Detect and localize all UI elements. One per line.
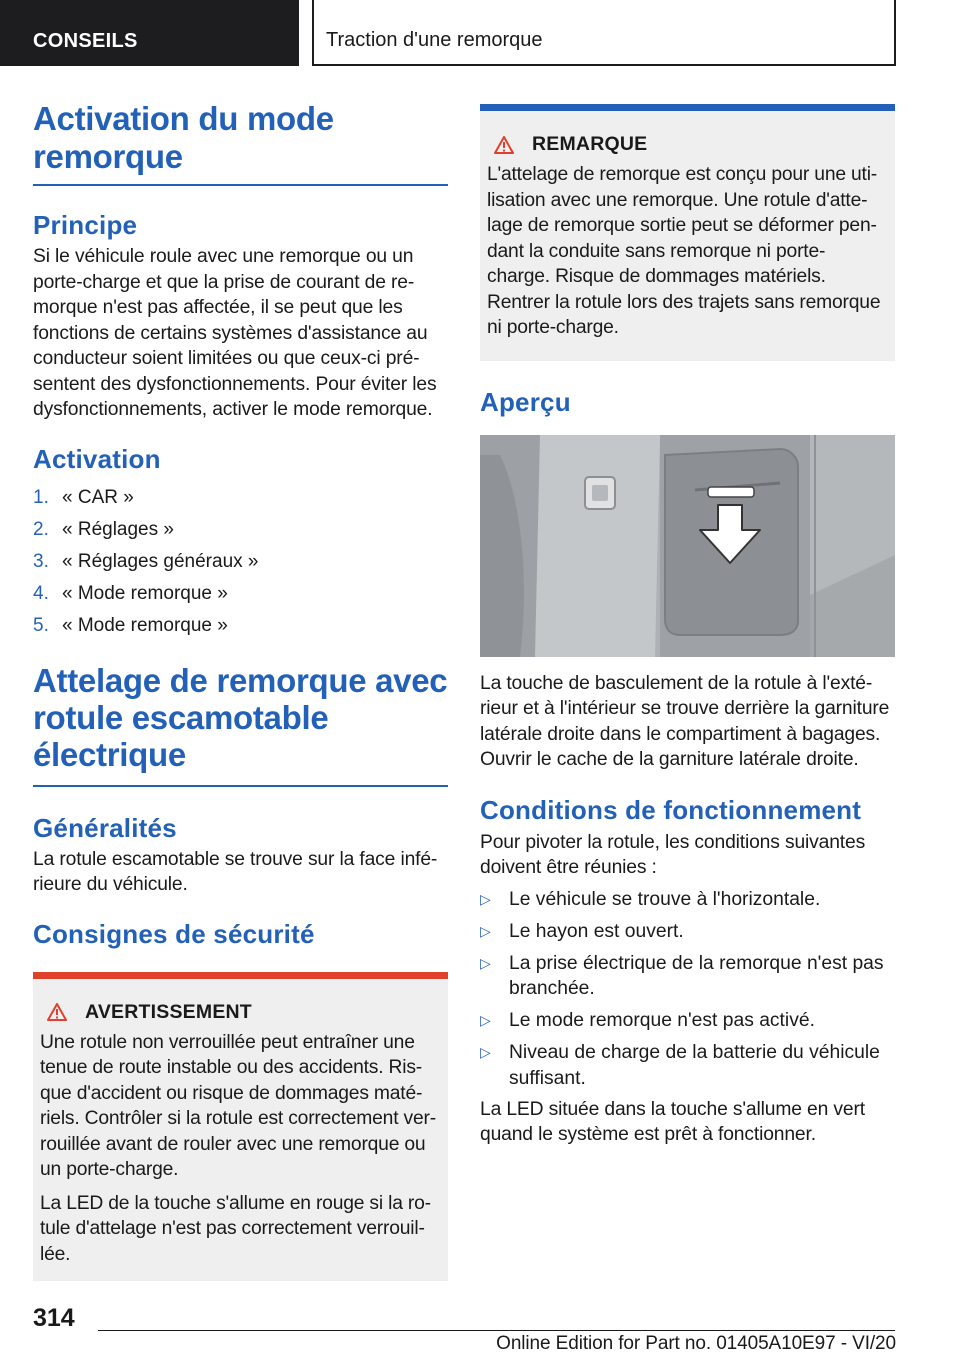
condition-item xyxy=(480,1040,895,1091)
triangle-bullet-icon: ▷ xyxy=(480,922,491,939)
condition-text: Niveau de charge de la batterie du véhicule suffisant. xyxy=(509,1042,880,1089)
footer-divider xyxy=(98,1330,895,1331)
warning-label: AVERTISSEMENT xyxy=(85,1000,252,1023)
warning-triangle-icon xyxy=(494,136,514,154)
triangle-bullet-icon: ▷ xyxy=(480,1012,491,1028)
triangle-bullet-icon: ▷ xyxy=(480,1044,491,1060)
condition-item xyxy=(480,951,895,1002)
footer-edition: Online Edition for Part no. 01405A10E97 - VI/20 xyxy=(496,1333,896,1354)
step-number: 3. xyxy=(33,550,49,572)
warning-text-2: La LED de la touche s'allume en rouge si la ro- tule d'attelage n'est pas correctement verrouil- lée. xyxy=(40,1192,431,1265)
activation-steps xyxy=(33,482,448,642)
activation-step xyxy=(33,546,448,578)
condition-item xyxy=(480,887,895,913)
condition-text: Le hayon est ouvert. xyxy=(509,920,684,942)
step-number: 2. xyxy=(33,518,49,540)
principe-text: Si le véhicule roule avec une remorque ou un porte-charge et que la prise de courant de re- morque n'est pas affectée, il se peut que les fonctions de certains systèmes d'assistance au conducteur soient limitées ou que ceux-ci pré- sentent des dysfonctionnements. Pour éviter les dysfonctionnements, activer le mode remorque. xyxy=(33,246,437,420)
generalites-text: La rotule escamotable se trouve sur la face infé- rieure du véhicule. xyxy=(33,848,438,895)
note-header xyxy=(487,133,888,156)
step-text: « Mode remorque » xyxy=(62,614,228,636)
heading-generalites: Généralités xyxy=(33,812,177,843)
warning-triangle-icon xyxy=(47,1003,67,1021)
chapter-title: Traction d'une remorque xyxy=(312,0,896,66)
heading-principe: Principe xyxy=(33,210,138,240)
condition-text: La prise électrique de la remorque n'est pas branchée. xyxy=(509,952,884,999)
heading-consignes: Consignes de sécurité xyxy=(33,918,315,949)
step-text: « Réglages généraux » xyxy=(62,550,259,572)
activation-step xyxy=(33,482,448,514)
left-column xyxy=(33,100,448,1281)
activation-step xyxy=(33,578,448,610)
step-text: « Réglages » xyxy=(62,518,174,540)
step-text: « Mode remorque » xyxy=(62,582,228,604)
warning-box xyxy=(33,972,448,1282)
trunk-photo xyxy=(480,435,895,657)
step-number: 1. xyxy=(33,486,49,508)
warning-text-1: Une rotule non verrouillée peut entraîner une tenue de route instable ou des accidents. Ris- que d'accident ou risque de dommages maté- riels. Contrôler si la rotule est correctement ver- rouillée avant de rouler avec une remorque ou un porte-charge. xyxy=(40,1031,436,1180)
led-text: La LED située dans la touche s'allume en vert quand le système est prêt à fonctionner. xyxy=(480,1098,865,1145)
condition-text: Le mode remorque n'est pas activé. xyxy=(509,1010,815,1031)
activation-step xyxy=(33,610,448,642)
triangle-bullet-icon: ▷ xyxy=(480,954,491,971)
condition-item xyxy=(480,919,895,945)
conditions-list xyxy=(480,887,895,1092)
condition-text: Le véhicule se trouve à l'horizontale. xyxy=(509,888,821,910)
note-box xyxy=(480,104,895,361)
trunk-illustration xyxy=(480,435,895,657)
section-tab: CONSEILS xyxy=(0,0,299,66)
page-number: 314 xyxy=(33,1304,75,1332)
step-number: 5. xyxy=(33,614,49,636)
note-text: L'attelage de remorque est conçu pour une uti- lisation avec une remorque. Une rotule d'atte- lage de remorque sortie peut se déformer pen- dant la conduite sans remorque ni porte- charge. Risque de dommages matériels. Rentrer la rotule lors des trajets sans remorque ni porte-charge. xyxy=(487,164,881,338)
heading-activation-mode: Activation du mode remorque xyxy=(33,100,448,186)
heading-attelage: Attelage de remorque avec rotule escamotable électrique xyxy=(33,662,448,787)
step-text: « CAR » xyxy=(62,486,134,508)
conditions-intro: Pour pivoter la rotule, les conditions suivantes doivent être réunies : xyxy=(480,831,866,878)
heading-conditions: Conditions de fonctionnement xyxy=(480,794,862,825)
activation-step xyxy=(33,514,448,546)
heading-apercu: Aperçu xyxy=(480,386,571,417)
right-column xyxy=(480,104,895,1148)
heading-activation: Activation xyxy=(33,443,161,474)
triangle-bullet-icon: ▷ xyxy=(480,890,491,907)
note-label: REMARQUE xyxy=(532,133,648,155)
condition-item xyxy=(480,1008,895,1034)
step-number: 4. xyxy=(33,582,49,604)
warning-header xyxy=(40,1001,441,1024)
apercu-text: La touche de basculement de la rotule à l'exté- rieur et à l'intérieur se trouve derrière la garniture latérale droite dans le compartiment à bagages. Ouvrir le cache de la garniture latérale droite. xyxy=(480,672,890,770)
